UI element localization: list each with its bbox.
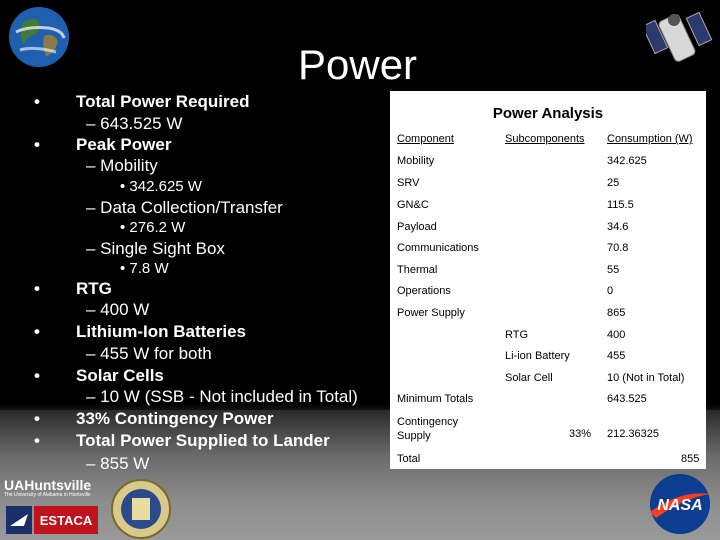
cell-subcomponent: Li-ion Battery bbox=[505, 350, 570, 362]
cell-value: 55 bbox=[607, 264, 620, 276]
cell-value: 455 bbox=[607, 350, 626, 362]
cell-subcomponent: RTG bbox=[505, 329, 529, 341]
sub-bullet: – 10 W (SSB - Not included in Total) bbox=[86, 387, 358, 406]
bullet-item: • Total Power Supplied to Lander bbox=[34, 431, 330, 450]
cell-value: 70.8 bbox=[607, 242, 629, 254]
cell-value: 342.625 bbox=[607, 155, 647, 167]
sub-sub-bullet: • 7.8 W bbox=[120, 260, 169, 277]
cell-subcomponent: Solar Cell bbox=[505, 372, 553, 384]
cell-value: 115.5 bbox=[607, 199, 634, 211]
bullet-dot: • bbox=[34, 92, 40, 111]
svg-text:NASA: NASA bbox=[657, 497, 703, 514]
cell-value: 0 bbox=[607, 285, 614, 297]
column-header-component: Component bbox=[397, 133, 454, 145]
sub-bullet: – Mobility bbox=[86, 156, 158, 175]
sub-bullet: – 855 W bbox=[86, 454, 150, 473]
sub-sub-bullet: • 276.2 W bbox=[120, 219, 186, 236]
bullet-item: • RTG bbox=[34, 279, 112, 298]
estaca-logo bbox=[6, 506, 98, 534]
slide-title: Power bbox=[298, 41, 418, 88]
cell-value: 10 (Not in Total) bbox=[607, 372, 685, 384]
cell-value: 212.36325 bbox=[607, 428, 659, 440]
cell-value: 855 bbox=[681, 453, 700, 465]
university-seal-icon bbox=[108, 478, 174, 540]
cell-component: Payload bbox=[397, 221, 437, 233]
cell-component: Total bbox=[397, 453, 421, 465]
nasa-logo bbox=[644, 472, 716, 536]
power-analysis-table bbox=[390, 91, 706, 469]
svg-text:ESTACA: ESTACA bbox=[39, 513, 93, 528]
bullet-dot: • bbox=[34, 322, 40, 341]
earth-icon bbox=[8, 6, 70, 68]
cell-subcomponent: 33% bbox=[569, 428, 592, 440]
bullet-dot: • bbox=[34, 409, 40, 428]
bullet-item: • Total Power Required bbox=[34, 92, 250, 111]
bullet-dot: • bbox=[34, 135, 40, 154]
sub-bullet: – 455 W for both bbox=[86, 344, 212, 363]
bullet-dot: • bbox=[34, 279, 40, 298]
cell-value: 25 bbox=[607, 177, 620, 189]
bullet-item: • Lithium-Ion Batteries bbox=[34, 322, 247, 341]
cell-component: Communications bbox=[397, 242, 479, 254]
cell-component: Operations bbox=[397, 285, 451, 297]
sub-sub-bullet: • 342.625 W bbox=[120, 178, 202, 195]
column-header-subcomponents: Subcomponents bbox=[505, 133, 585, 145]
cell-value: 400 bbox=[607, 329, 626, 341]
uah-logo: UAHuntsville The University of Alabama in Huntsville bbox=[4, 477, 92, 498]
cell-component: Mobility bbox=[397, 155, 435, 167]
table-title: Power Analysis bbox=[492, 105, 604, 122]
bullet-dot: • bbox=[34, 366, 40, 385]
cell-value: 34.6 bbox=[607, 221, 629, 233]
bullet-item: • 33% Contingency Power bbox=[34, 409, 274, 428]
cell-component: Power Supply bbox=[397, 307, 465, 319]
cell-component: Minimum Totals bbox=[397, 393, 474, 405]
sub-bullet: – Data Collection/Transfer bbox=[86, 198, 283, 217]
spacecraft-icon bbox=[646, 4, 714, 76]
sub-bullet: – 400 W bbox=[86, 300, 150, 319]
column-header-consumption: Consumption (W) bbox=[607, 133, 693, 145]
sub-bullet: – 643.525 W bbox=[86, 114, 183, 133]
cell-value: 643.525 bbox=[607, 393, 647, 405]
cell-component: GN&C bbox=[397, 199, 429, 211]
cell-value: 865 bbox=[607, 307, 626, 319]
bullet-item: • Peak Power bbox=[34, 135, 172, 154]
cell-component: SRV bbox=[397, 177, 420, 189]
bullet-item: • Solar Cells bbox=[34, 366, 164, 385]
sub-bullet: – Single Sight Box bbox=[86, 239, 225, 258]
cell-component: Contingency Supply bbox=[397, 416, 459, 442]
bullet-dot: • bbox=[34, 431, 40, 450]
cell-component: Thermal bbox=[397, 264, 438, 276]
